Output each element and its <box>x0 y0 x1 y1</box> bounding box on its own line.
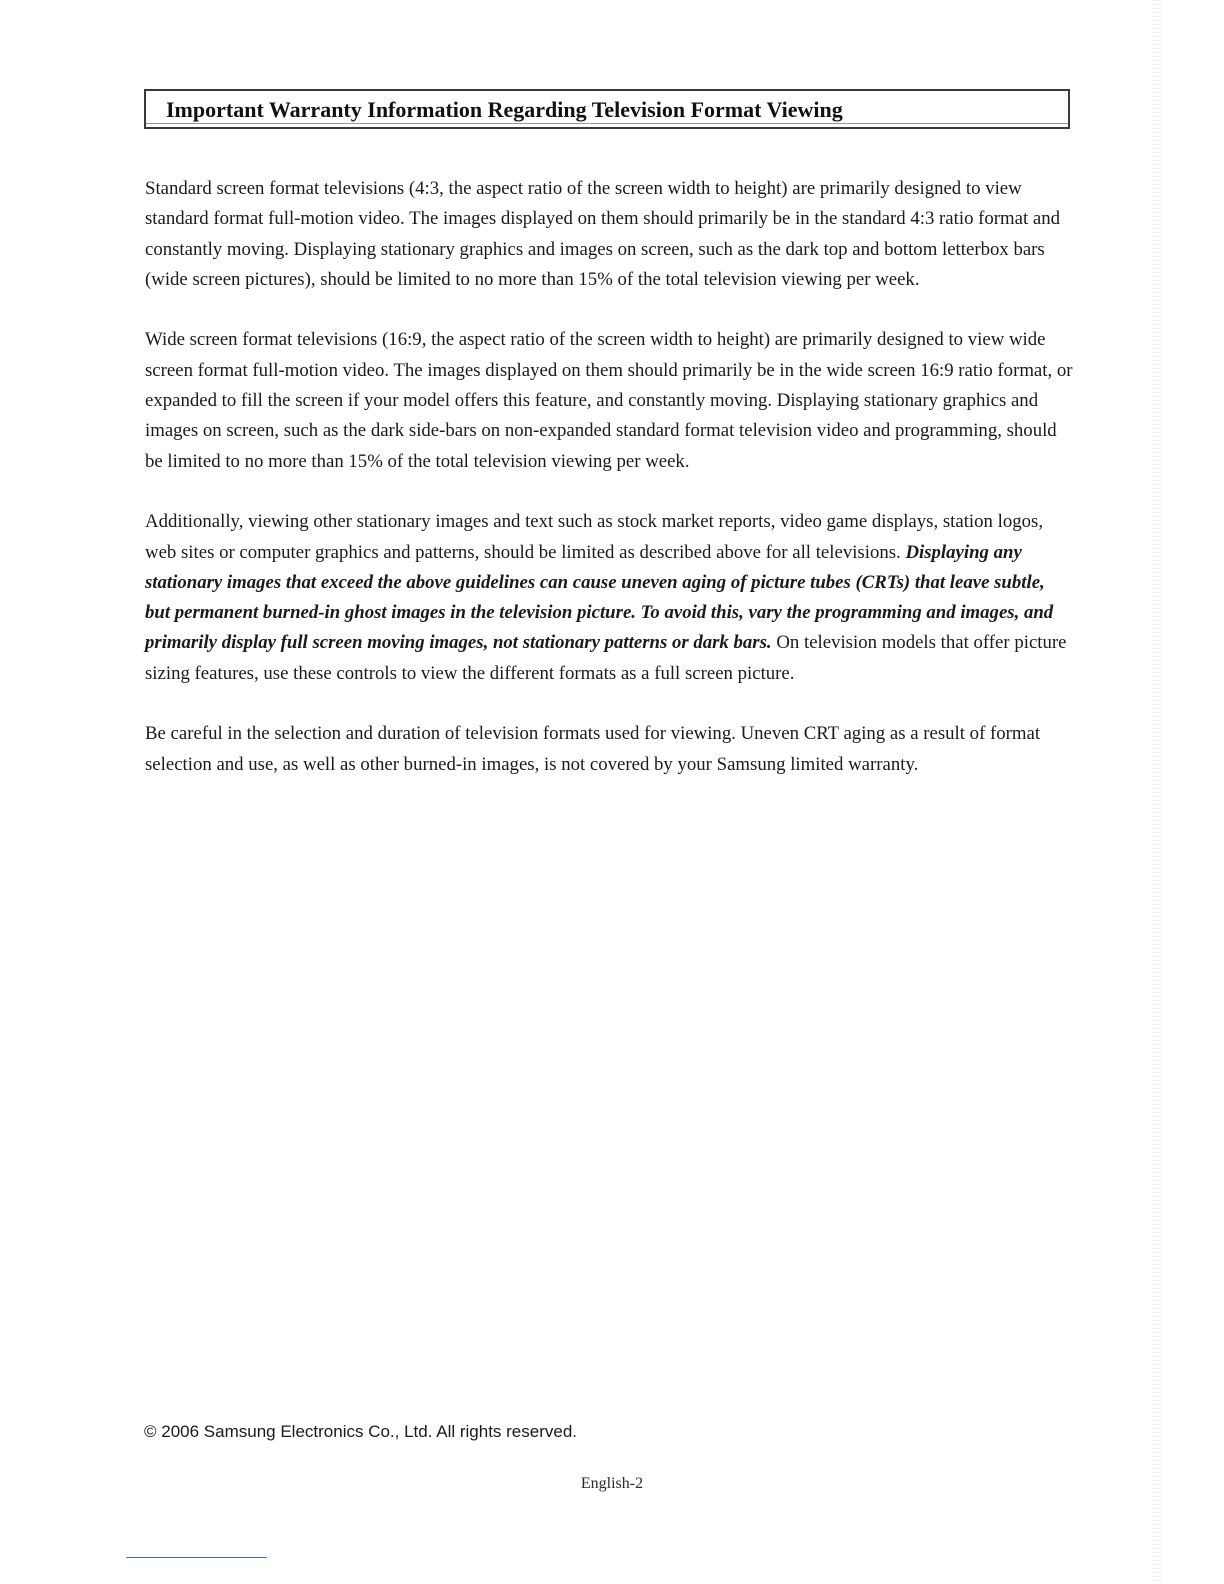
scan-edge-strip <box>1152 0 1162 1584</box>
title-underline <box>146 123 1068 124</box>
copyright-notice: © 2006 Samsung Electronics Co., Ltd. All rights reserved. <box>144 1422 578 1441</box>
paragraph-stationary-intro: Additionally, viewing other stationary images and text such as stock market reports, video game displays, station logos, web sites or computer graphics and patterns, should be limited as described above for all televisions. <box>145 511 1044 563</box>
paragraph-standard-format: Standard screen format televisions (4:3, the aspect ratio of the screen width to height) are primarily designed to view standard format full-motion video. The images displayed on them should primarily be in the standard 4:3 ratio format and constantly moving. Displaying stationary graphics and images on screen, such as the dark top and bottom letterbox bars (wide screen pictures), should be limited to no more than 15% of the total television viewing per week. <box>145 178 1061 290</box>
paragraph-wide-format: Wide screen format televisions (16:9, the aspect ratio of the screen width to height) are primarily designed to view wide screen format full-motion video. The images displayed on them should primarily be in the wide screen 16:9 ratio format, or expanded to fill the screen if your model offers this feature, and constantly moving. Displaying stationary graphics and images on screen, such as the dark side-bars on non-expanded standard format television video and programming, should be limited to no more than 15% of the total television viewing per week. <box>145 329 1073 472</box>
burn-in-warning: Displaying any stationary images that exceed the above guidelines can cause uneven aging of picture tubes (CRTs) that leave subtle, but permanent burned-in ghost images in the television picture. To avoid this, vary the programming and images, and primarily display full screen moving images, not stationary patterns or dark bars. <box>145 541 1054 654</box>
footer-rule <box>126 1557 267 1558</box>
document-body <box>145 174 1073 810</box>
paragraph-stationary-outro: On television models that offer picture sizing features, use these controls to view the different formats as a full screen picture. <box>145 632 1067 684</box>
title-box <box>144 89 1070 129</box>
page-number: English-2 <box>580 1475 644 1492</box>
paragraph-stationary-images <box>145 507 1073 689</box>
page-title: Important Warranty Information Regarding Television Format Viewing <box>166 97 843 122</box>
paragraph-warranty-coverage: Be careful in the selection and duration of television formats used for viewing. Uneven CRT aging as a result of format selection and use, as well as other burned-in images, is not covered by your Samsung limited warranty. <box>145 723 1041 775</box>
